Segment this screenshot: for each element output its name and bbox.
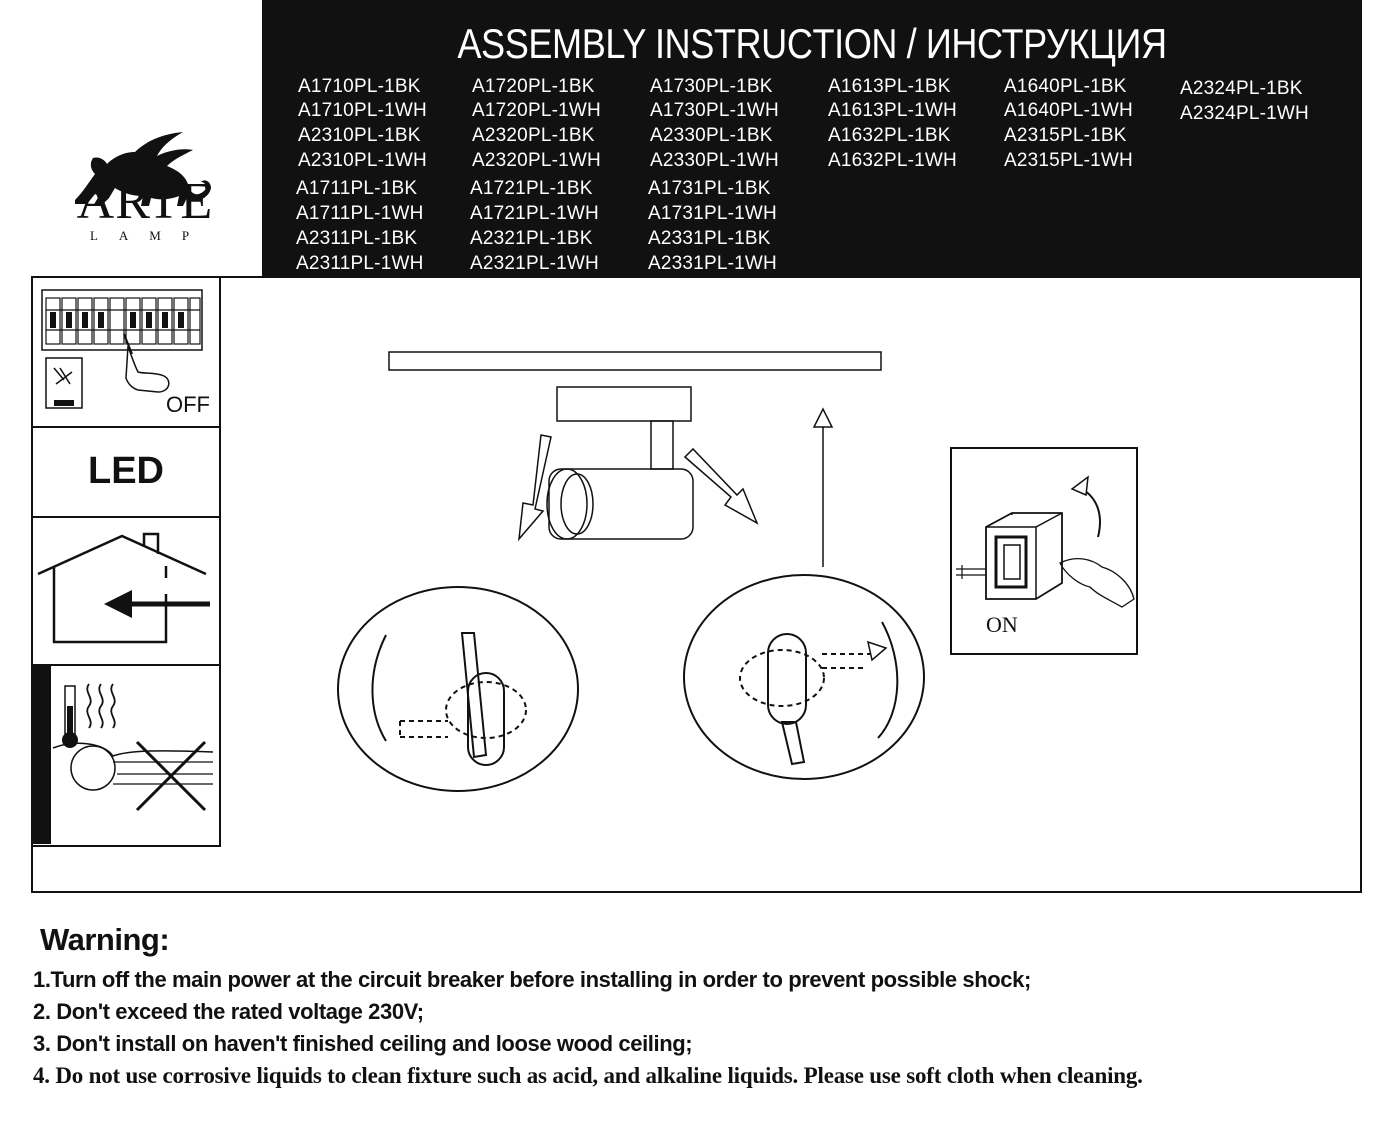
model-code: A1731PL-1BK [648, 178, 771, 199]
model-code: A1720PL-1BK [472, 76, 595, 97]
spotlight-fixture-diagram [505, 385, 775, 545]
model-code: A2331PL-1WH [648, 253, 777, 274]
model-code: A2331PL-1BK [648, 228, 771, 249]
model-code: A1710PL-1BK [298, 76, 421, 97]
led-label: LED [88, 449, 164, 492]
detail-mount-step-2 [682, 572, 927, 782]
hot-surface-warning-icon [33, 666, 219, 844]
brand-name: ARTE [76, 173, 214, 230]
model-code: A1731PL-1WH [648, 203, 777, 224]
model-code: A1730PL-1BK [650, 76, 773, 97]
model-code: A1721PL-1BK [470, 178, 593, 199]
model-code: A2324PL-1WH [1180, 103, 1309, 124]
model-code: A1613PL-1BK [828, 76, 951, 97]
model-code: A2320PL-1BK [472, 125, 595, 146]
warning-item: 1.Turn off the main power at the circuit breaker before installing in order to prevent possible shock; [33, 967, 1031, 992]
model-code: A2311PL-1BK [296, 228, 418, 249]
model-code: A1720PL-1WH [472, 100, 601, 121]
warning-item: 2. Don't exceed the rated voltage 230V; [33, 999, 424, 1024]
model-code: A2311PL-1WH [296, 253, 424, 274]
model-code: A2310PL-1BK [298, 125, 421, 146]
on-label: ON [986, 612, 1018, 637]
warning-item: 4. Do not use corrosive liquids to clean fixture such as acid, and alkaline liquids. Please use soft cloth when cleaning. [33, 1063, 1143, 1088]
model-code: A2330PL-1WH [650, 150, 779, 171]
detail-mount-step-1 [336, 585, 581, 793]
model-code: A1640PL-1BK [1004, 76, 1127, 97]
model-code: A2321PL-1BK [470, 228, 593, 249]
model-code: A2320PL-1WH [472, 150, 601, 171]
model-code: A2321PL-1WH [470, 253, 599, 274]
model-code: A1711PL-1WH [296, 203, 424, 224]
model-code: A1710PL-1WH [298, 100, 427, 121]
model-code: A2315PL-1WH [1004, 150, 1133, 171]
model-code: A2310PL-1WH [298, 150, 427, 171]
model-code: A1632PL-1BK [828, 125, 951, 146]
model-code: A1730PL-1WH [650, 100, 779, 121]
page-title: ASSEMBLY INSTRUCTION / ИНСТРУКЦИЯ [457, 20, 1167, 67]
ceiling-plate [388, 350, 883, 374]
model-code: A2324PL-1BK [1180, 78, 1303, 99]
model-code: A1721PL-1WH [470, 203, 599, 224]
indoor-use-house-icon [34, 528, 214, 653]
model-code: A1613PL-1WH [828, 100, 957, 121]
model-code: A1632PL-1WH [828, 150, 957, 171]
up-arrow-icon [810, 405, 840, 570]
wall-switch-on-icon [952, 475, 1136, 615]
model-code: A1640PL-1WH [1004, 100, 1133, 121]
model-code: A1711PL-1BK [296, 178, 418, 199]
warning-title: Warning: [40, 922, 170, 957]
model-code: A2330PL-1BK [650, 125, 773, 146]
header-banner [262, 0, 1362, 276]
off-label: OFF [166, 392, 210, 417]
warning-item: 3. Don't install on haven't finished ceiling and loose wood ceiling; [33, 1031, 693, 1056]
model-code: A2315PL-1BK [1004, 125, 1127, 146]
brand-subtitle: LAMP [89, 228, 211, 243]
